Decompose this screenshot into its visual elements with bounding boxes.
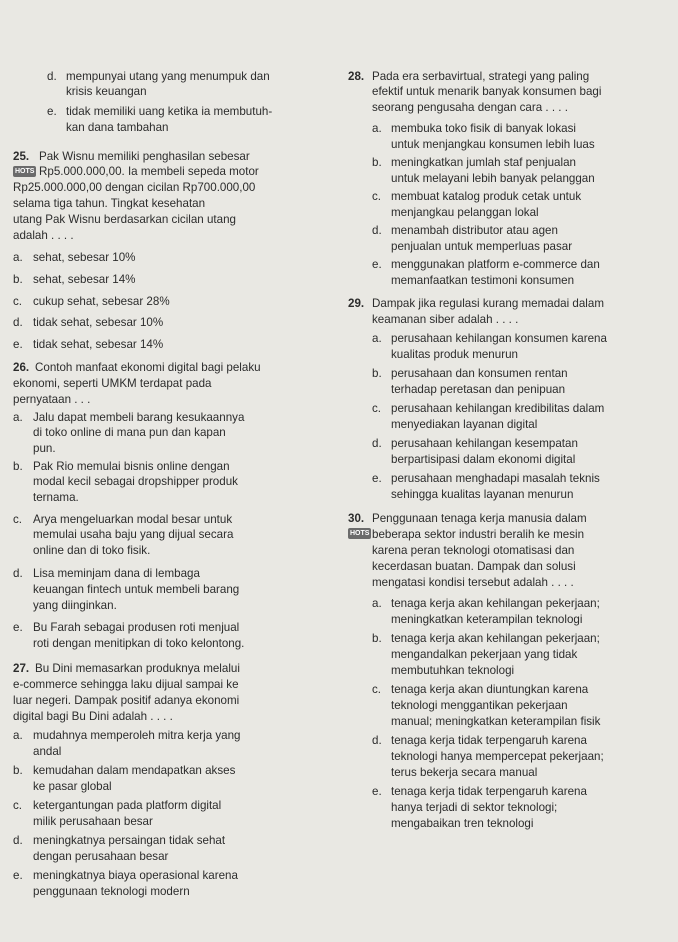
option-text: modal kecil sebagai dropshipper produk: [33, 475, 238, 488]
hots-badge: HOTS: [350, 530, 370, 537]
question-text: karena peran teknologi otomatisasi dan: [372, 544, 575, 557]
option-text: perusahaan kehilangan kredibilitas dalam: [391, 402, 605, 415]
option-text: Arya mengeluarkan modal besar untuk: [33, 513, 233, 526]
option-letter: a.: [372, 122, 382, 135]
option-letter: d.: [13, 834, 23, 847]
option-text: roti dengan menitipkan di toko kelontong.: [33, 637, 245, 650]
option-letter: c.: [372, 402, 382, 415]
hots-badge: HOTS: [15, 168, 35, 175]
option-text: krisis keuangan: [66, 85, 147, 98]
option-text: meningkatkan keterampilan teknologi: [391, 613, 583, 626]
question-text: luar negeri. Dampak positif adanya ekonomi: [13, 694, 240, 707]
question-number: 26.: [13, 361, 30, 374]
option-letter: c.: [13, 295, 23, 308]
option-letter: d.: [372, 224, 382, 237]
question-text: e-commerce sehingga laku dijual sampai ke: [13, 678, 239, 691]
option-text: memulai usaha baju yang dijual secara: [33, 528, 234, 541]
option-text: tenaga kerja akan kehilangan pekerjaan;: [391, 597, 600, 610]
option-letter: e.: [372, 785, 382, 798]
option-text: tenaga kerja akan diuntungkan karena: [391, 683, 589, 696]
question-text: efektif untuk menarik banyak konsumen bagi: [372, 85, 602, 98]
option-text: Lisa meminjam dana di lembaga: [33, 567, 200, 580]
question-text: Pada era serbavirtual, strategi yang paling: [372, 70, 590, 83]
question-text: Penggunaan tenaga kerja manusia dalam: [372, 512, 587, 525]
option-letter: b.: [13, 460, 23, 473]
question-text: seorang pengusaha dengan cara . . . .: [372, 101, 568, 114]
option-text: menjangkau pelanggan lokal: [391, 206, 539, 219]
option-text: mudahnya memperoleh mitra kerja yang: [33, 729, 241, 742]
option-text: penjualan untuk memperluas pasar: [391, 240, 573, 253]
option-letter: d.: [372, 437, 382, 450]
option-letter: e.: [47, 105, 57, 118]
option-letter: a.: [13, 251, 23, 264]
option-text: menyediakan layanan digital: [391, 418, 538, 431]
option-text: membuat katalog produk cetak untuk: [391, 190, 582, 203]
question-text: mengatasi kondisi tersebut adalah . . . .: [372, 576, 574, 589]
option-text: tidak sehat, sebesar 10%: [33, 316, 164, 329]
question-text: Pak Wisnu memiliki penghasilan sebesar: [39, 150, 250, 163]
option-text: tidak memiliki uang ketika ia membutuh-: [66, 105, 273, 118]
option-text: meningkatnya biaya operasional karena: [33, 869, 238, 882]
option-text: milik perusahaan besar: [33, 815, 153, 828]
option-letter: b.: [372, 632, 382, 645]
option-text: andal: [33, 745, 62, 758]
option-text: Bu Farah sebagai produsen roti menjual: [33, 621, 240, 634]
option-text: manual; meningkatkan keterampilan fisik: [391, 715, 601, 728]
option-text: mempunyai utang yang menumpuk dan: [66, 70, 270, 83]
option-text: tidak sehat, sebesar 14%: [33, 338, 164, 351]
option-letter: b.: [372, 367, 382, 380]
option-text: online dan di toko fisik.: [33, 544, 151, 557]
question-number: 25.: [13, 150, 30, 163]
question-text: adalah . . . .: [13, 229, 74, 242]
option-text: berpartisipasi dalam ekonomi digital: [391, 453, 576, 466]
option-letter: e.: [372, 472, 382, 485]
option-text: sehat, sebesar 10%: [33, 251, 136, 264]
option-text: mengabaikan tren teknologi: [391, 817, 534, 830]
question-number: 27.: [13, 662, 30, 675]
option-letter: a.: [372, 332, 382, 345]
option-text: tenaga kerja akan kehilangan pekerjaan;: [391, 632, 600, 645]
option-text: perusahaan kehilangan konsumen karena: [391, 332, 607, 345]
option-letter: d.: [13, 316, 23, 329]
option-text: ketergantungan pada platform digital: [33, 799, 222, 812]
question-text: digital bagi Bu Dini adalah . . . .: [13, 710, 173, 723]
option-text: perusahaan dan konsumen rentan: [391, 367, 568, 380]
option-text: menambah distributor atau agen: [391, 224, 558, 237]
option-text: sehingga kualitas layanan menurun: [391, 488, 574, 501]
option-text: kualitas produk menurun: [391, 348, 518, 361]
option-text: membutuhkan teknologi: [391, 664, 515, 677]
option-letter: e.: [372, 258, 382, 271]
question-text: Contoh manfaat ekonomi digital bagi pelaku: [35, 361, 261, 374]
option-text: teknologi menggantikan pekerjaan: [391, 699, 568, 712]
option-text: tenaga kerja tidak terpengaruh karena: [391, 734, 587, 747]
option-text: tenaga kerja tidak terpengaruh karena: [391, 785, 587, 798]
option-text: keuangan fintech untuk membeli barang: [33, 583, 240, 596]
question-text: kecerdasan buatan. Dampak dan solusi: [372, 560, 576, 573]
question-text: Dampak jika regulasi kurang memadai dalam: [372, 297, 604, 310]
option-text: mengandalkan pekerjaan yang tidak: [391, 648, 578, 661]
option-text: meningkatkan jumlah staf penjualan: [391, 156, 576, 169]
option-letter: a.: [13, 411, 23, 424]
option-text: membuka toko fisik di banyak lokasi: [391, 122, 576, 135]
option-text: penggunaan teknologi modern: [33, 885, 190, 898]
option-letter: c.: [372, 683, 382, 696]
option-text: dengan perusahaan besar: [33, 850, 169, 863]
option-letter: e.: [13, 621, 23, 634]
question-text: pernyataan . . .: [13, 393, 91, 406]
option-text: teknologi hanya mempercepat pekerjaan;: [391, 750, 604, 763]
option-text: memanfaatkan testimoni konsumen: [391, 274, 575, 287]
option-letter: a.: [372, 597, 382, 610]
question-text: ekonomi, seperti UMKM terdapat pada: [13, 377, 212, 390]
option-text: di toko online di mana pun dan kapan: [33, 426, 226, 439]
option-letter: b.: [13, 764, 23, 777]
option-text: hanya terjadi di sektor teknologi;: [391, 801, 558, 814]
option-letter: c.: [13, 513, 23, 526]
option-letter: e.: [13, 338, 23, 351]
option-text: terus bekerja secara manual: [391, 766, 538, 779]
option-text: terhadap peretasan dan penipuan: [391, 383, 566, 396]
option-text: ke pasar global: [33, 780, 112, 793]
question-text: Rp5.000.000,00. Ia membeli sepeda motor: [39, 165, 259, 178]
question-number: 30.: [348, 512, 365, 525]
question-text: selama tiga tahun. Tingkat kesehatan: [13, 197, 206, 210]
option-letter: b.: [372, 156, 382, 169]
option-text: Jalu dapat membeli barang kesukaannya: [33, 411, 245, 424]
option-text: untuk menjangkau konsumen lebih luas: [391, 138, 595, 151]
option-letter: c.: [13, 799, 23, 812]
option-text: Pak Rio memulai bisnis online dengan: [33, 460, 230, 473]
option-letter: e.: [13, 869, 23, 882]
question-number: 28.: [348, 70, 365, 83]
option-text: yang diinginkan.: [33, 599, 117, 612]
question-text: Bu Dini memasarkan produknya melalui: [35, 662, 240, 675]
question-text: utang Pak Wisnu berdasarkan cicilan utang: [13, 213, 236, 226]
option-text: untuk melayani lebih banyak pelanggan: [391, 172, 595, 185]
option-letter: d.: [13, 567, 23, 580]
question-text: Rp25.000.000,00 dengan cicilan Rp700.000,00: [13, 181, 256, 194]
option-letter: b.: [13, 273, 23, 286]
option-letter: a.: [13, 729, 23, 742]
question-text: keamanan siber adalah . . . .: [372, 313, 519, 326]
option-text: cukup sehat, sebesar 28%: [33, 295, 170, 308]
option-letter: d.: [47, 70, 57, 83]
option-text: meningkatnya persaingan tidak sehat: [33, 834, 226, 847]
option-text: kemudahan dalam mendapatkan akses: [33, 764, 236, 777]
option-letter: c.: [372, 190, 382, 203]
option-text: pun.: [33, 442, 56, 455]
option-text: kan dana tambahan: [66, 121, 169, 134]
option-text: ternama.: [33, 491, 79, 504]
option-letter: d.: [372, 734, 382, 747]
question-text: beberapa sektor industri beralih ke mesin: [372, 528, 585, 541]
option-text: perusahaan menghadapi masalah teknis: [391, 472, 600, 485]
option-text: perusahaan kehilangan kesempatan: [391, 437, 578, 450]
question-number: 29.: [348, 297, 365, 310]
option-text: menggunakan platform e-commerce dan: [391, 258, 600, 271]
option-text: sehat, sebesar 14%: [33, 273, 136, 286]
